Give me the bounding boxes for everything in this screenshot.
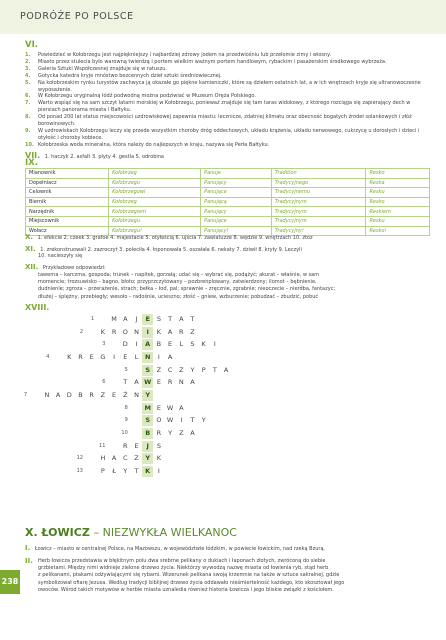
crossword-cell: B bbox=[78, 390, 83, 399]
answer-line: momencie; trozsuwisko – bagno, błoto; przyprzczytowany – pozbrenplowany, zatwierdzony; ilomot – bębnienie, bbox=[38, 279, 317, 286]
crossword-cell: A bbox=[179, 315, 184, 323]
crossword-cell: S bbox=[156, 441, 161, 450]
list-item-text: W Kołobrzegu oryginalną łódź podwodną można podziwiać w Muzeum Oręża Polskiego. bbox=[38, 93, 256, 100]
list-item-number: 9. bbox=[25, 127, 31, 134]
declension-table bbox=[25, 168, 430, 236]
list-item-text: Powiedzieć w Kołobrzegu jest najpiękniejszy i najbardziej zdrowy jodem na przedwiośniu lub przełomie zimy i wiosny. bbox=[38, 52, 331, 58]
table-cell: Kołobrzegu bbox=[109, 178, 201, 188]
crossword-row-number: 12 bbox=[76, 455, 83, 462]
case-name-cell: Mianownik bbox=[26, 169, 109, 179]
table-cell: Tradycyjnym bbox=[271, 207, 366, 217]
crossword-row-number: 4 bbox=[46, 353, 50, 360]
table-cell: Panujące bbox=[201, 188, 272, 198]
crossword-cell: C bbox=[167, 365, 173, 374]
crossword-cell: Z bbox=[179, 428, 184, 437]
list-item-number: 1. bbox=[25, 52, 31, 58]
crossword-cell: T bbox=[123, 378, 128, 387]
lowicz-i-text: Łowicz – miasto w centralnej Polsce, na Mazowszu, w województwie łódzkim, w powiecie łowickim, nad rzeką Bzurą. bbox=[34, 546, 326, 552]
table-cell: Panujący bbox=[201, 178, 272, 188]
case-name-cell: Miejscownik bbox=[26, 216, 109, 226]
paragraph-line: owoców. Wśród takich motywów w herbie miasta uznaledia również historia Łowicza i jego bliskie związki z kościołem. bbox=[38, 586, 334, 593]
table-cell: Reskiem bbox=[366, 207, 430, 217]
crossword-cell: Z bbox=[190, 327, 195, 336]
crossword-solution-cell: S bbox=[142, 365, 153, 376]
crossword-row-number: 9 bbox=[124, 417, 128, 424]
section-xi-text: 1. zrekonstruowali 2. zazroczyt 3. poleciła 4. łnponowała 5. oszałała 6. nekaty 7. dziwił 8. kryły 9. Leczyli bbox=[40, 247, 302, 253]
lowicz-ii-label: II. bbox=[25, 557, 33, 565]
case-name-cell: Dopełniacz bbox=[26, 178, 109, 188]
crossword-cell: P bbox=[100, 466, 105, 475]
crossword-cell: R bbox=[111, 327, 117, 336]
crossword-solution-cell: W bbox=[144, 378, 152, 387]
list-item-text: Na kołobrzeskim rynku turystów zachwyca ją okazałe go piękne kamieniczki, które są dziełem ostatnich lat, a w ich wnętrzach kryje się ultranowoczesne wyposażenie. bbox=[38, 79, 421, 93]
list-item-text: Miasto przez stulecia było warowną twierdzą i portem wielkim ważnym portem handlowym, rybackim i pasażerskim środkowego wybrzeża. bbox=[38, 58, 387, 65]
crossword-row-number: 13 bbox=[76, 467, 83, 474]
table-cell: Tradycyjnemu bbox=[271, 188, 366, 198]
table-cell: Resku bbox=[366, 188, 430, 198]
list-item-number: 5. bbox=[25, 79, 31, 86]
crossword-solution-cell: N bbox=[142, 352, 153, 363]
crossword-cell: A bbox=[190, 378, 195, 387]
crossword-cell: Z bbox=[100, 390, 106, 399]
crossword-cell: Ł bbox=[112, 466, 116, 475]
section-xii-label: XII. bbox=[25, 263, 39, 271]
list-item bbox=[25, 142, 425, 149]
table-cell: Kołobrzegowi bbox=[109, 188, 201, 198]
crossword-cell: E bbox=[156, 403, 161, 412]
crossword-cell: K bbox=[156, 454, 162, 463]
crossword-solution-cell: E bbox=[142, 314, 153, 325]
list-item-text: W uzdrowiskach Kołobrzegu leczy się przede wszystkim choroby dróg oddechowych, układu krążenia, układu nerwowego, cukrzycę u dorosłych i dzieci i otyłość i choroby kobiece. bbox=[38, 127, 420, 141]
crossword-row-number: 8 bbox=[124, 404, 128, 411]
crossword-cell: J bbox=[135, 315, 138, 323]
crossword-cell: E bbox=[112, 390, 117, 399]
crossword-cell: N bbox=[44, 390, 50, 399]
list-item bbox=[25, 80, 425, 94]
paragraph-line: grzbietami. Między nimi widnieje zielone drzewo życia. Niektórzy wywodzą nazwę miasta od łowienia ryb, stąd herb bbox=[38, 565, 329, 572]
crossword-cell: W bbox=[166, 416, 174, 425]
list-item-text: Galeria Sztuki Współczesnej znajduje się w ratuszu. bbox=[38, 65, 168, 72]
crossword-cell: L bbox=[134, 352, 139, 361]
crossword-cell: N bbox=[178, 378, 184, 387]
crossword-cell: D bbox=[122, 340, 128, 349]
table-cell: Panującą bbox=[201, 197, 272, 207]
crossword-cell: A bbox=[167, 352, 173, 361]
list-item-text: Gotycka katedra kryje mnóstwo bezcennych dzieł sztuki średniowiecznej. bbox=[38, 72, 222, 79]
crossword-cell: A bbox=[134, 378, 139, 387]
crossword-cell: O bbox=[122, 327, 128, 336]
answer-line: dudnienie; zgroza – przerażenie, strach; bełka – łod, pal; sprawnie – zręcznie, zgrabnie; nieoczecie – nierdba, fantazyc; bbox=[38, 286, 336, 293]
crossword-solution-cell: M bbox=[142, 403, 153, 414]
crossword-cell: A bbox=[111, 454, 117, 463]
crossword-cell: Y bbox=[190, 365, 195, 374]
section-vii-label: VII. bbox=[25, 151, 41, 160]
paragraph-line: Herb łowicza przedstawia w błękitnym polu dwa srebrne pelikany o dukiach i łaponach złotych, zwróconą do siebie bbox=[38, 558, 326, 564]
crossword-cell: I bbox=[180, 416, 183, 425]
table-cell: Panujące bbox=[201, 216, 272, 226]
crossword-cell: Y bbox=[123, 466, 128, 475]
list-item bbox=[25, 73, 425, 80]
crossword-cell: E bbox=[156, 378, 161, 387]
crossword-row-number: 3 bbox=[102, 341, 106, 348]
list-item bbox=[25, 128, 425, 142]
header-title: PODRÓŻE PO POLSCE bbox=[20, 11, 134, 22]
crossword-cell: K bbox=[201, 340, 206, 349]
crossword-cell: D bbox=[66, 390, 72, 399]
crossword-cell: M bbox=[111, 315, 117, 323]
table-cell: Panujący! bbox=[201, 226, 272, 236]
crossword-cell: I bbox=[135, 340, 138, 349]
table-cell: Reska bbox=[366, 178, 430, 188]
crossword-cell: S bbox=[190, 340, 195, 349]
crossword-cell: E bbox=[89, 352, 94, 361]
crossword-row-number: 6 bbox=[102, 379, 106, 386]
table-row bbox=[26, 216, 430, 226]
crossword-cell: W bbox=[166, 403, 174, 412]
crossword-row-number: 5 bbox=[124, 366, 128, 373]
list-item-text: Od ponad 200 lat status miejscowości uzdrowiskowej zapewnia miastu: lecznicze, zdatniej klimatu oraz obecność bogatych źródeł solankowych i złóż borowinowych. bbox=[38, 114, 412, 128]
crossword-row-number: 10 bbox=[121, 429, 128, 436]
crossword-cell: E bbox=[168, 340, 173, 349]
table-cell: Kołobrzeg bbox=[109, 197, 201, 207]
table-cell: Kołobrzegiem bbox=[109, 207, 201, 217]
crossword-cell: T bbox=[212, 365, 217, 374]
table-row bbox=[26, 188, 430, 198]
list-item bbox=[25, 100, 425, 114]
list-item bbox=[25, 66, 425, 73]
crossword-cell: A bbox=[55, 390, 61, 399]
crossword-cell: Y bbox=[168, 428, 173, 437]
section-ix-label: IX. bbox=[25, 158, 38, 168]
crossword-cell: A bbox=[190, 428, 195, 437]
crossword-cell: T bbox=[134, 466, 139, 475]
crossword-cell: S bbox=[156, 315, 161, 323]
section-xi-text-2: 10. nacieszyły się bbox=[38, 253, 83, 259]
crossword-cell: N bbox=[134, 327, 139, 336]
paragraph-line: symbolizował ofiarę Jezusa. Według tradycji biblijnej drzewo życia oddawało nieśmiertelność każdego, kto skosztował jego bbox=[38, 579, 345, 586]
answer-line: tawerna – karczma, gospoda; trunek – napitek, gorzałą; udać się – wybrać się, podążyć; akurat – właśnie, w sam bbox=[38, 272, 320, 278]
list-item-number: 6. bbox=[25, 93, 31, 100]
list-item-number: 4. bbox=[25, 72, 31, 79]
section-x bbox=[25, 234, 425, 242]
crossword-cell: E bbox=[123, 352, 128, 361]
list-item-number: 7. bbox=[25, 100, 31, 107]
section-x-text: 1. efekcie 2. czeek 3. grafoe 4. majestacie 5. otyłeścią 6. ujścia 7. zawiatuzze 8. wędzie 9. wnętrzach 10. ztoz bbox=[37, 235, 313, 241]
table-cell: Kołobrzeg bbox=[109, 169, 201, 179]
crossword-cell: K bbox=[156, 327, 162, 336]
table-cell: Tradycyjnym bbox=[271, 197, 366, 207]
section-xii bbox=[25, 264, 425, 272]
case-name-cell: Wołacz bbox=[26, 226, 109, 236]
table-cell: Kołobrzegu bbox=[109, 216, 201, 226]
section-xii-intro: Przykładowe odpowiedzi: bbox=[42, 265, 106, 271]
list-item-text: Kołobrzeska woda mineralna, która należy do najlepszych w kraju, nazywa się Perła Bałtyku. bbox=[38, 141, 270, 148]
crossword-cell: R bbox=[89, 390, 94, 399]
crossword-cell: R bbox=[167, 378, 173, 387]
table-row bbox=[26, 197, 430, 207]
section-vi-label: VI. bbox=[25, 40, 38, 50]
section-vii bbox=[25, 153, 425, 161]
table-cell: Panujący bbox=[201, 207, 272, 217]
crossword-cell: G bbox=[100, 352, 106, 361]
table-cell: Tradycyjnego bbox=[271, 178, 366, 188]
chapter-number: X. bbox=[25, 526, 38, 539]
section-xi-label: XI. bbox=[25, 245, 36, 253]
crossword-cell: R bbox=[78, 352, 83, 361]
crossword-row-number: 11 bbox=[99, 442, 106, 449]
crossword-cell: T bbox=[190, 416, 195, 425]
crossword-cell: I bbox=[113, 352, 116, 361]
case-name-cell: Celownik bbox=[26, 188, 109, 198]
crossword-cell: R bbox=[123, 441, 128, 450]
list-item-number: 10. bbox=[25, 141, 34, 148]
table-cell: Resko! bbox=[366, 226, 430, 236]
crossword-cell: Z bbox=[156, 365, 162, 374]
list-item-text: Warto wspiąć się na sam szczyt latarni morskiej w Kołobrzegu, ponieważ znajduje się tam taras widokowy, z którego rozciąga się zapierający dech w piersiach panorama miasta i Bałtyku. bbox=[38, 100, 411, 114]
page-number: 238 bbox=[0, 570, 20, 594]
list-item bbox=[25, 59, 425, 66]
answer-line: dłużej – śpiężny, przebiegły; wesoło – radośnie, ucieszno; złość – gniew, wzburzenie; pobudzać – zbudzić, pobuć bbox=[38, 293, 319, 300]
list-item-number: 2. bbox=[25, 58, 31, 65]
list-item bbox=[25, 114, 425, 128]
crossword-row-number: 1 bbox=[91, 316, 95, 322]
crossword-solution-cell: J bbox=[142, 441, 153, 452]
crossword-cell: P bbox=[201, 365, 206, 374]
crossword-cell: K bbox=[100, 327, 106, 336]
lowicz-i-label: I. bbox=[25, 544, 31, 552]
chapter-heading bbox=[25, 526, 237, 539]
table-row bbox=[26, 207, 430, 217]
crossword-cell: Z bbox=[134, 454, 139, 463]
crossword-cell: Y bbox=[201, 416, 206, 425]
case-name-cell: Biernik bbox=[26, 197, 109, 207]
section-vii-text: 1. haczyk 2. asfalt 3. plyty 4. gestla 5. odrobina bbox=[44, 154, 164, 160]
lowicz-section-i bbox=[25, 545, 425, 553]
section-vi-list bbox=[25, 52, 425, 149]
crossword-cell: C bbox=[123, 454, 128, 463]
crossword-row-number: 7 bbox=[23, 391, 27, 398]
crossword-solution-cell: I bbox=[142, 327, 153, 338]
list-item-number: 3. bbox=[25, 65, 31, 72]
crossword-cell: Ż bbox=[123, 390, 128, 399]
crossword-cell: Z bbox=[179, 365, 184, 374]
section-x-label: X. bbox=[25, 233, 34, 241]
section-xviii-label: XVIII. bbox=[25, 303, 50, 312]
chapter-subtitle: – NIEZWYKŁA WIELKANOC bbox=[93, 526, 237, 539]
table-cell: Tradition bbox=[271, 169, 366, 179]
crossword-cell: I bbox=[157, 352, 160, 361]
chapter-title: ŁOWICZ bbox=[41, 526, 90, 539]
table-row bbox=[26, 178, 430, 188]
crossword-solution-cell: A bbox=[142, 339, 153, 350]
list-item-number: 8. bbox=[25, 114, 31, 121]
crossword-solution-cell: S bbox=[142, 415, 153, 426]
crossword-cell: O bbox=[156, 416, 162, 425]
crossword-cell: A bbox=[179, 403, 184, 412]
crossword-solution-cell: B bbox=[142, 428, 153, 439]
table-row bbox=[26, 169, 430, 179]
table-cell: Resko bbox=[366, 169, 430, 179]
crossword-cell: R bbox=[179, 327, 184, 336]
crossword-cell: A bbox=[123, 315, 128, 323]
crossword-solution-cell: Y bbox=[142, 453, 153, 464]
crossword-cell: A bbox=[167, 327, 173, 336]
crossword-cell: N bbox=[134, 390, 139, 399]
list-item bbox=[25, 52, 425, 59]
table-cell: Tradycyjny! bbox=[271, 226, 366, 236]
crossword-cell: K bbox=[67, 352, 72, 361]
crossword-cell: T bbox=[190, 315, 195, 323]
crossword-cell: R bbox=[156, 428, 162, 437]
crossword-cell: T bbox=[168, 315, 173, 323]
table-cell: Panuje bbox=[201, 169, 272, 179]
table-cell: Resku bbox=[366, 216, 430, 226]
table-cell: Resko bbox=[366, 197, 430, 207]
case-name-cell: Narzędnik bbox=[26, 207, 109, 217]
crossword-cell: B bbox=[156, 340, 162, 349]
crossword-solution-cell: Y bbox=[142, 390, 153, 401]
crossword-cell: H bbox=[100, 454, 106, 463]
crossword-cell: E bbox=[134, 441, 139, 450]
crossword-cell: I bbox=[213, 340, 216, 349]
crossword-row-number: 2 bbox=[79, 328, 83, 335]
table-cell: Tradycyjnym bbox=[271, 216, 366, 226]
table-cell: Kołobrzegu! bbox=[109, 226, 201, 236]
page-header bbox=[0, 0, 446, 34]
crossword-cell: L bbox=[179, 340, 184, 349]
paragraph-line: z pelikanami, ptakami odżywiającymi się rybami. Wizerunek pelikana swoją krzemnie na także w sztuce sakralnej, gdzie bbox=[38, 572, 340, 579]
crossword-cell: A bbox=[223, 365, 229, 374]
crossword-cell: I bbox=[157, 466, 160, 475]
crossword-solution-cell: K bbox=[142, 466, 153, 477]
